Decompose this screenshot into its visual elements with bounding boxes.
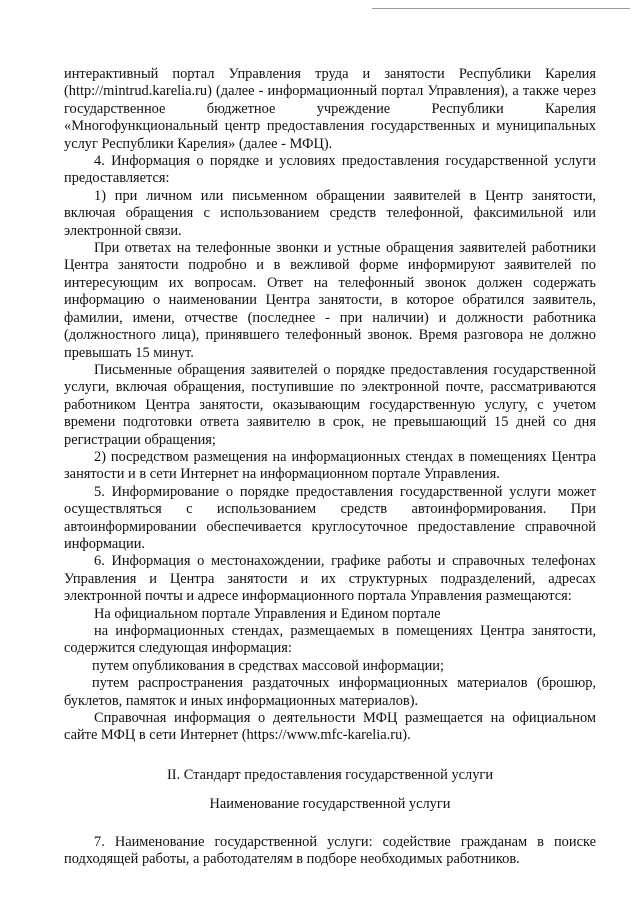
- paragraph-subitem-2: 2) посредством размещения на информационных стендах в помещениях Центра занятости и в сети Интернет на информационном портале Управления.: [64, 448, 596, 483]
- paragraph-handouts: путем распространения раздаточных информационных материалов (брошюр, буклетов, памяток и иных информационных материалов).: [64, 675, 596, 709]
- document-page: [64, 66, 596, 868]
- paragraph-mass-media: путем опубликования в средствах массовой информации;: [92, 657, 444, 674]
- paragraph-official-portal: На официальном портале Управления и Едином портале: [94, 605, 441, 622]
- paragraph-subitem-1: 1) при личном или письменном обращении заявителей в Центр занятости, включая обращения с использованием средств телефонной, факсимильной или электронной связи.: [64, 187, 596, 239]
- paragraph-phone-answers: При ответах на телефонные звонки и устные обращения заявителей работники Центра занятости подробно и в вежливой форме информируют заявителей по интересующим их вопросам. Ответ на телефонный звонок должен содержать информацию о наименовании Центра занятости, в которое обратился заявитель, фамилии, имени, отчестве (последнее - при наличии) и должности работника (должностного лица), принявшего телефонный звонок. Время разговора не должно превышать 15 минут.: [64, 240, 596, 361]
- paragraph-written-requests: Письменные обращения заявителей о порядке предоставления государственной услуги, включая обращения, поступившие по электронной почте, рассматриваются работником Центра занятости, оказывающим государственную услугу, с учетом времени подготовки ответа заявителю в срок, не превышающий 15 дней со дня регистрации обращения;: [64, 361, 596, 448]
- paragraph-item-4: 4. Информация о порядке и условиях предоставления государственной услуги предоставляется:: [64, 153, 596, 187]
- paragraph-item-7: 7. Наименование государственной услуги: содействие гражданам в поиске подходящей работы, а работодателям в подборе необходимых работников.: [64, 833, 596, 868]
- paragraph-item-5: 5. Информирование о порядке предоставления государственной услуги может осуществляться с использованием средств автоинформирования. При автоинформировании обеспечивается круглосуточное предоставление справочной информации.: [64, 483, 596, 552]
- paragraph-info-stands: на информационных стендах, размещаемых в помещениях Центра занятости, содержится следующая информация:: [64, 623, 596, 657]
- paragraph-item-6: 6. Информация о местонахождении, графике работы и справочных телефонах Управления и Центра занятости и их структурных подразделений, адресах электронной почты и адресе информационного портала Управления размещаются:: [64, 553, 596, 605]
- paragraph-mfc-reference: Справочная информация о деятельности МФЦ размещается на официальном сайте МФЦ в сети Интернет (https://www.mfc-karelia.ru).: [64, 710, 596, 744]
- paragraph-portal-continuation: интерактивный портал Управления труда и занятости Республики Карелия (http://mintrud.karelia.ru) (далее - информационный портал Управления), а также через государственное бюджетное учреждение Республики Карелия «Многофункциональный центр предоставления государственных и муниципальных услуг Республики Карелия» (далее - МФЦ).: [64, 66, 596, 152]
- subsection-heading: Наименование государственной услуги: [209, 796, 451, 813]
- top-scan-line: [372, 8, 630, 9]
- section-heading: II. Стандарт предоставления государственной услуги: [166, 766, 494, 783]
